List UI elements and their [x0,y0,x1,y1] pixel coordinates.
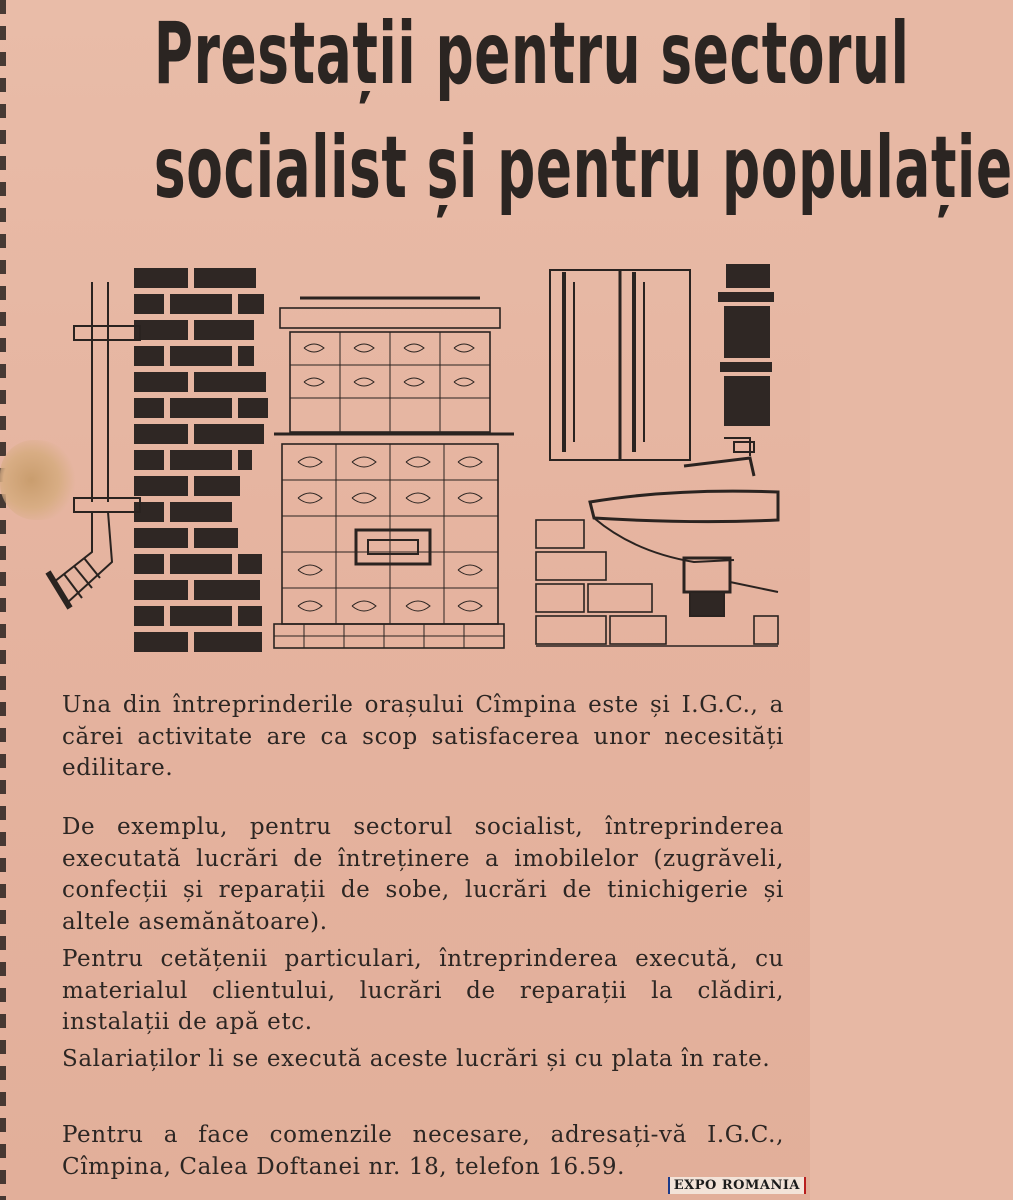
paragraph-socialist-sector: De exemplu, pentru sectorul socialist, întreprinderea executată lucrări de întreținere a imobilelor (zugrăveli, confecții și reparații de sobe, lucrări de tinichigerie și altele asemănătoare). [62,814,784,935]
paragraph-private-citizens: Pentru cetățenii particulari, întreprinderea execută, cu materialul clientului, lucrări de reparații la clădiri, instalații de apă etc. [62,946,784,1035]
paragraph-installments: Salariaților li se execută aceste lucrări și cu plata în rate. [62,1046,771,1072]
paragraph-intro: Una din întreprinderile orașului Cîmpina este și I.G.C., a cărei activitate are ca scop satisfacerea unor necesități edilitare. [62,692,784,781]
torn-left-edge [0,0,6,1200]
illustration [34,262,784,662]
brick-wall-with-drainpipe-icon [48,268,268,652]
paragraph-contact: Pentru a face comenzile necesare, adresați-vă I.G.C., Cîmpina, Calea Doftanei nr. 18, telefon 16.59. [62,1122,784,1180]
tiled-stove-icon [274,298,514,648]
watermark: EXPO ROMANIA [668,1177,806,1194]
window-and-sink-icon [536,264,778,646]
headline-line-2: socialist și pentru populație [153,118,1013,218]
headline-line-1: Prestații pentru sectorul [153,4,910,104]
